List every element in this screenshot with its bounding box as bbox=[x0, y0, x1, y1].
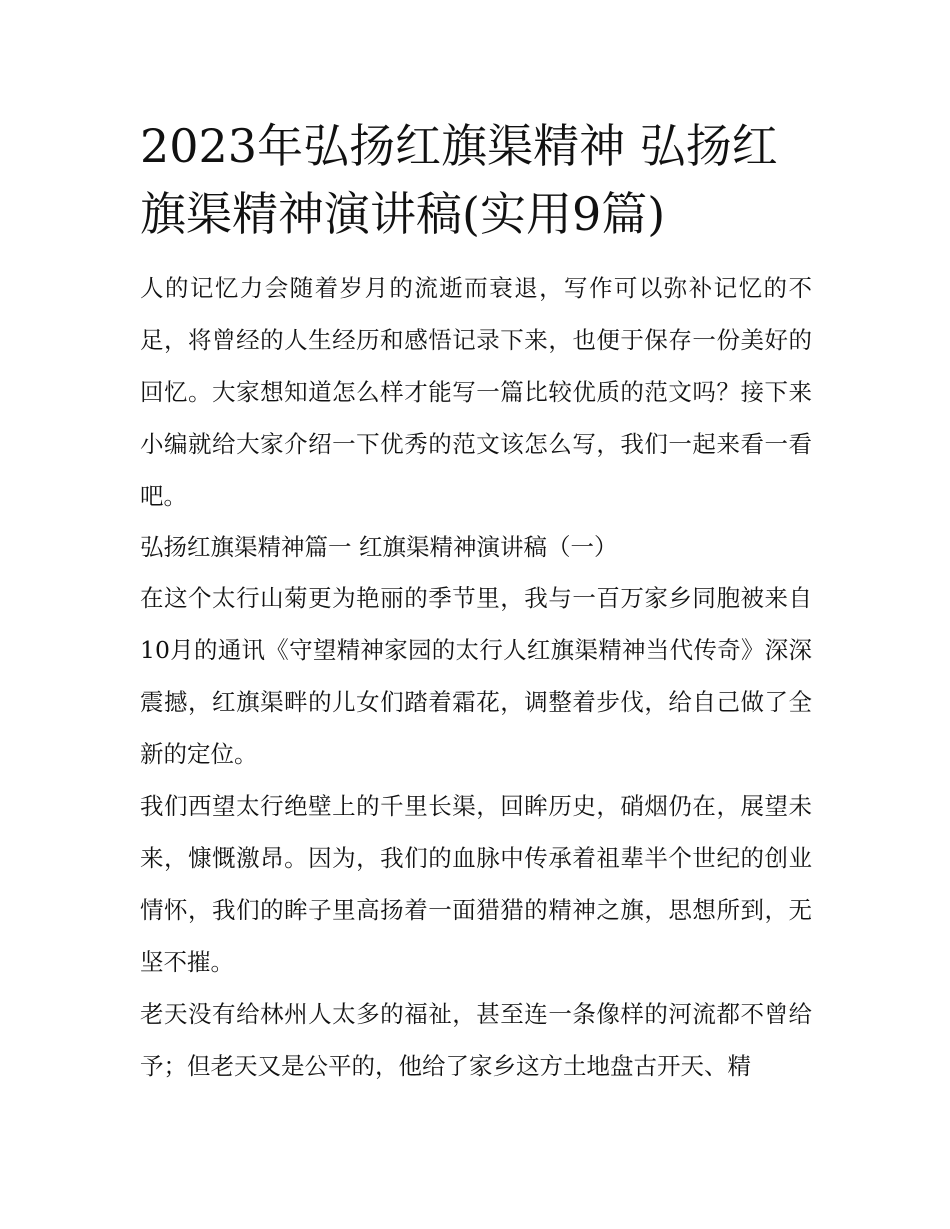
document-title: 2023年弘扬红旗渠精神 弘扬红旗渠精神演讲稿(实用9篇) bbox=[140, 119, 778, 241]
body-paragraph-1: 在这个太行山菊更为艳丽的季节里，我与一百万家乡同胞被来自10月的通讯《守望精神家园的太行人红旗渠精神当代传奇》深深震撼，红旗渠畔的儿女们踏着霜花，调整着步伐，给自己做了全新的定位。 bbox=[140, 584, 812, 768]
body-paragraph-3: 老天没有给林州人太多的福祉，甚至连一条像样的河流都不曾给予；但老天又是公平的，他给了家乡这方土地盘古开天、精 bbox=[140, 1000, 812, 1080]
intro-paragraph: 人的记忆力会随着岁月的流逝而衰退，写作可以弥补记忆的不足，将曾经的人生经历和感悟记录下来，也便于保存一份美好的回忆。大家想知道怎么样才能写一篇比较优质的范文吗？接下来小编就给大家介绍一下优秀的范文该怎么写，我们一起来看一看吧。 bbox=[140, 274, 812, 510]
document-page bbox=[140, 112, 812, 1092]
body-paragraph-2: 我们西望太行绝壁上的千里长渠，回眸历史，硝烟仍在，展望未来，慷慨激昂。因为，我们的血脉中传承着祖辈半个世纪的创业情怀，我们的眸子里高扬着一面猎猎的精神之旗，思想所到，无坚不摧。 bbox=[140, 792, 812, 976]
section-heading: 弘扬红旗渠精神篇一 红旗渠精神演讲稿（一） bbox=[140, 533, 618, 561]
